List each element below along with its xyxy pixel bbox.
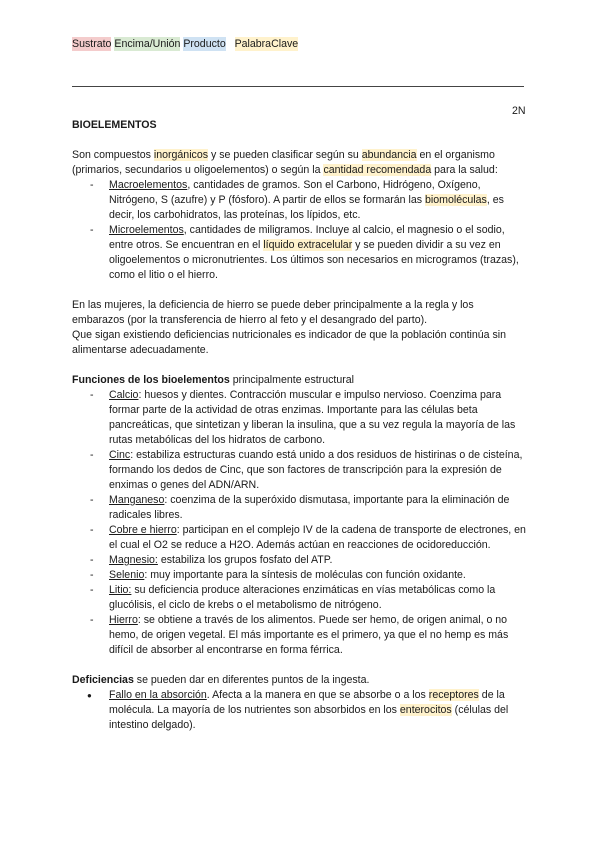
horizontal-rule — [72, 86, 524, 87]
page-title: BIOELEMENTOS — [72, 119, 157, 131]
classification-list — [72, 178, 527, 283]
keyword-highlight: líquido extracelular — [263, 239, 353, 251]
legend-producto: Producto — [183, 38, 226, 50]
list-item-litio: - Litio: su deficiencia produce alteraciones enzimáticas en vías metabólicas como la glucólisis, el ciclo de krebs o el metabolismo de nitrógeno. — [72, 583, 527, 613]
list-item-macroelementos: - Macroelementos, cantidades de gramos. Son el Carbono, Hidrógeno, Oxígeno, Nitrógeno, S (azufre) y P (fósforo). A partir de ellos se formarán las biomoléculas, es decir, los carbohidratos, las proteínas, los lípidos, etc. — [72, 178, 527, 223]
list-item-cinc: - Cinc: estabiliza estructuras cuando está unido a dos residuos de histirinas o de cisteína, formando los dedos de Cinc, que son factores de transcripción para la expresión de enximas o genes del ADN/ARN. — [72, 448, 527, 493]
paragraph-deficiencias-nutricionales: Que sigan existiendo deficiencias nutricionales es indicador de que la población continúa sin alimentarse adecuadamente. — [72, 329, 507, 356]
legend-palabra-clave: PalabraClave — [234, 38, 299, 50]
list-item-cobre-hierro: - Cobre e hierro: participan en el complejo IV de la cadena de transporte de electrones, en el cual el O2 se reduce a H2O. Además actúan en reacciones de ocidoreducción. — [72, 523, 527, 553]
keyword-highlight: biomoléculas — [425, 194, 487, 206]
paragraph-mujeres: En las mujeres, la deficiencia de hierro se puede deber principalmente a la regla y los embarazos (por la transferencia de hierro al feto y el desangrado del parto). — [72, 299, 474, 326]
deficiencias-list — [72, 688, 527, 733]
list-item-magnesio: - Magnesio: estabiliza los grupos fosfato del ATP. — [72, 553, 527, 568]
keyword-highlight: inorgánicos — [153, 149, 209, 161]
funciones-list — [72, 388, 527, 658]
list-item-microelementos: - Microelementos, cantidades de miligramos. Incluye al calcio, el magnesio o el sodio, entre otros. Se encuentran en el líquido extracelular y se pueden dividir a su vez en oligoelementos o micronutrientes. Los últimos son necesarios en microgramos (trazas), como el litio o el hierro. — [72, 223, 527, 283]
list-item-fallo-absorcion: ● Fallo en la absorción. Afecta a la manera en que se absorbe o a los receptores de la molécula. La mayoría de los nutrientes son absorbidos en los enterocitos (células del intestino delgado). — [72, 688, 527, 733]
keyword-highlight: receptores — [428, 689, 479, 701]
highlight-legend — [72, 37, 298, 52]
document-body — [72, 118, 527, 733]
intro-paragraph: Son compuestos inorgánicos y se pueden clasificar según su abundancia en el organismo (primarios, secundarios u oligoelementos) o según la cantidad recomendada para la salud: — [72, 149, 498, 176]
funciones-heading: Funciones de los bioelementos principalmente estructural — [72, 374, 355, 386]
keyword-highlight: cantidad recomendada — [323, 164, 432, 176]
list-item-selenio: - Selenio: muy importante para la síntesis de moléculas con función oxidante. — [72, 568, 527, 583]
page-number: 2N — [512, 105, 526, 117]
list-item-calcio: - Calcio: huesos y dientes. Contracción muscular e impulso nervioso. Coenzima para formar parte de la actividad de otras enzimas. Importante para las células beta pancreáticas, que sintetizan y liberan la insulina, que a su vez regula la mayoría de las rutas metabólicas del los hidratos de carbono. — [72, 388, 527, 448]
list-item-hierro: - Hierro: se obtiene a través de los alimentos. Puede ser hemo, de origen animal, o no hemo, de origen vegetal. El más importante es el primero, ya que el no hemp es más difícil de absorber al encontrarse en forma férrica. — [72, 613, 527, 658]
deficiencias-heading: Deficiencias se pueden dar en diferentes puntos de la ingesta. — [72, 674, 370, 686]
keyword-highlight: enterocitos — [399, 704, 452, 716]
legend-sustrato: Sustrato — [72, 38, 112, 50]
keyword-highlight: abundancia — [361, 149, 417, 161]
legend-encima: Encima/Unión — [114, 38, 181, 50]
list-item-manganeso: - Manganeso: coenzima de la superóxido dismutasa, importante para la eliminación de radicales libres. — [72, 493, 527, 523]
